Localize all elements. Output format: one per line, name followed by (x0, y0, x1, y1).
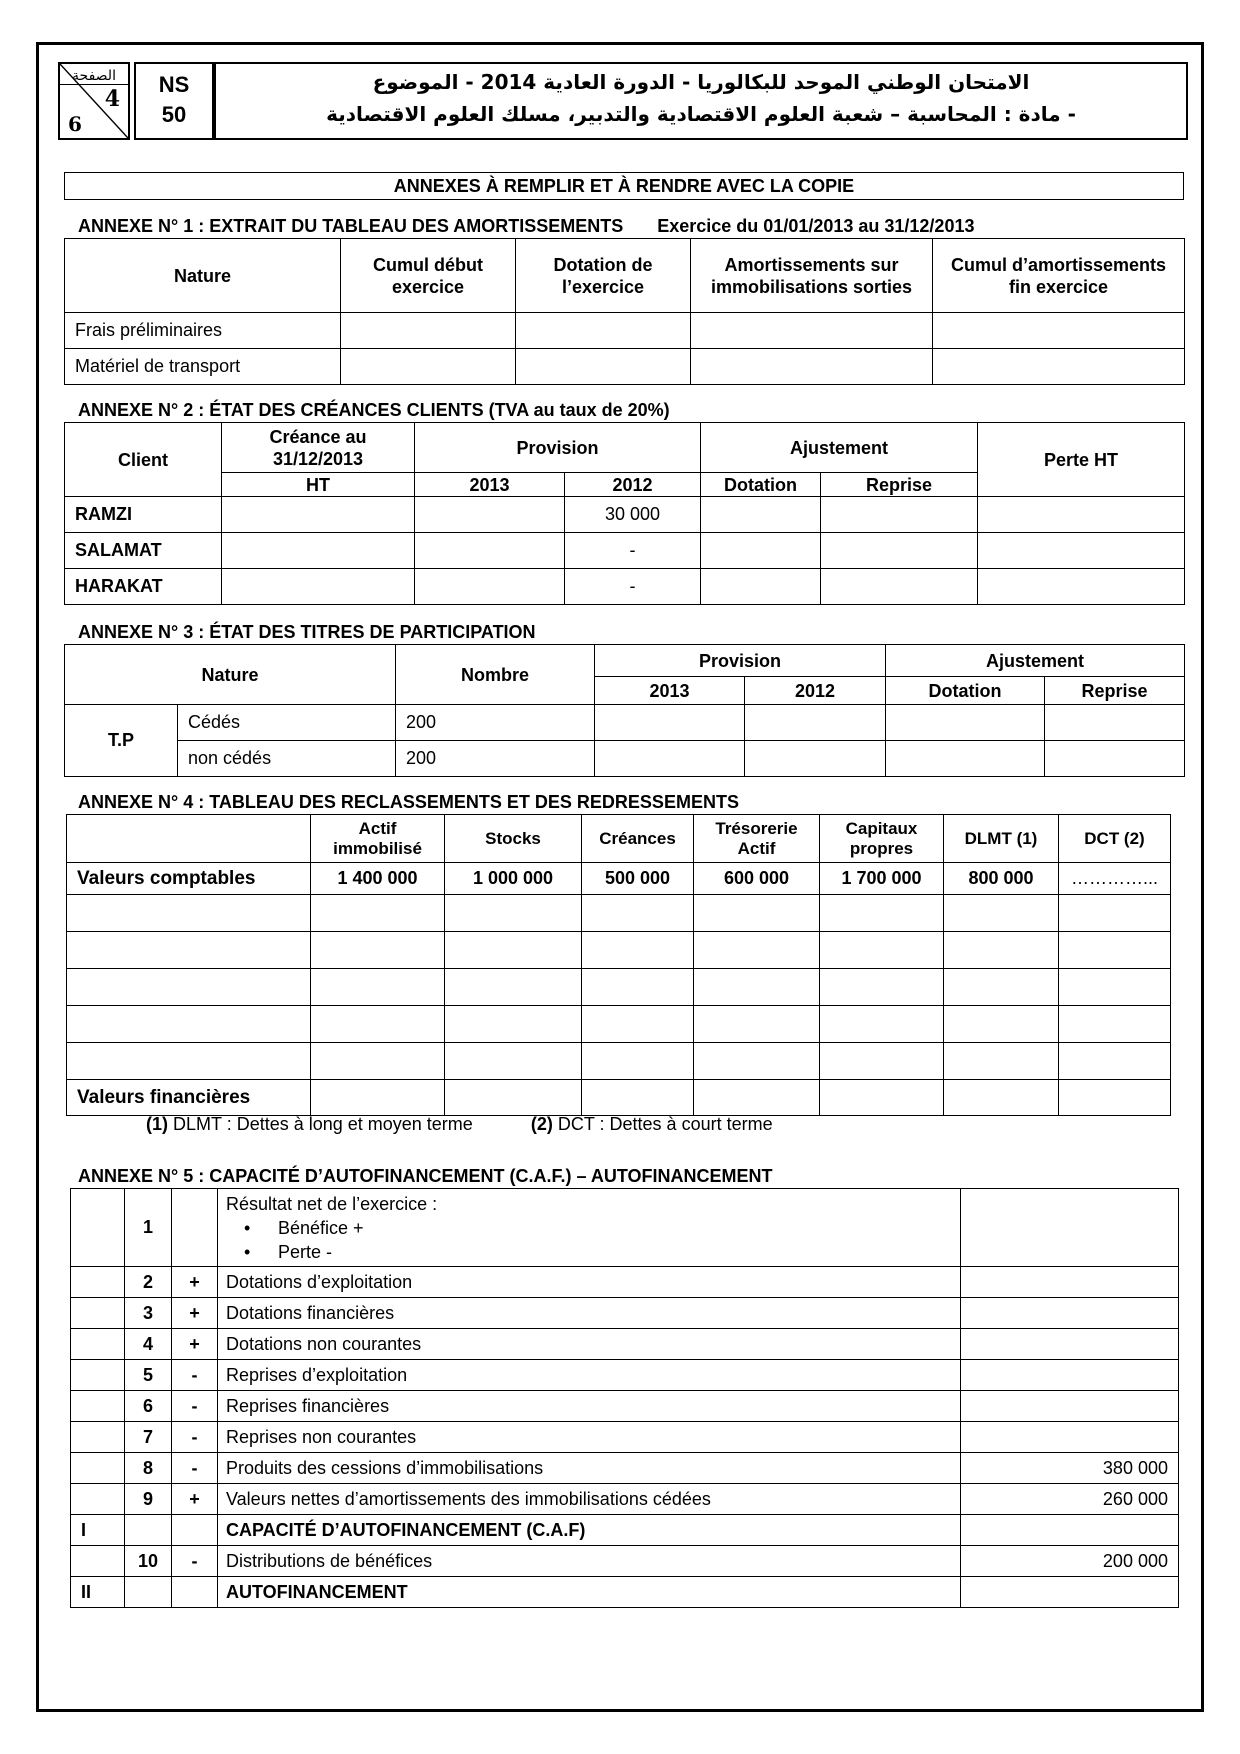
row-sign: - (172, 1453, 218, 1484)
annex3-h-provision: Provision (595, 645, 886, 677)
row-number: 2 (125, 1267, 172, 1298)
answer-cell[interactable] (67, 895, 311, 932)
tp-row-label: non cédés (178, 741, 396, 777)
answer-cell[interactable] (944, 895, 1059, 932)
table-row (67, 969, 1171, 1006)
annex4-notes (146, 1114, 773, 1135)
annex2-h-provision: Provision (415, 423, 701, 473)
sign-cell (172, 1189, 218, 1267)
table-row (71, 1546, 1179, 1577)
answer-cell[interactable] (222, 533, 415, 569)
table-row (71, 1453, 1179, 1484)
answer-cell[interactable] (582, 1043, 694, 1080)
row-number: 9 (125, 1484, 172, 1515)
annex2-header-row1 (65, 423, 1185, 473)
exam-title-box (214, 62, 1188, 140)
answer-cell[interactable] (933, 349, 1185, 385)
roman-numeral: II (71, 1577, 125, 1608)
row-label: Produits des cessions d’immobilisations (218, 1453, 961, 1484)
answer-cell[interactable] (820, 969, 944, 1006)
row-value[interactable] (961, 1298, 1179, 1329)
annex1-h-amort-sorties: Amortissements sur immobilisations sorties (691, 239, 933, 313)
roman-cell (71, 1298, 125, 1329)
benefice-bullet: • Bénéfice + (244, 1216, 950, 1240)
resultat-net-cell (218, 1189, 961, 1267)
client-name: SALAMAT (65, 533, 222, 569)
table-row (71, 1329, 1179, 1360)
tp-group-label: T.P (65, 705, 178, 777)
annex3-h-2012: 2012 (745, 677, 886, 705)
answer-cell[interactable] (415, 497, 565, 533)
answer-cell[interactable] (341, 313, 516, 349)
row-label: Valeurs nettes d’amortissements des immobilisations cédées (218, 1484, 961, 1515)
answer-cell[interactable] (1059, 895, 1171, 932)
answer-cell[interactable] (516, 313, 691, 349)
dct-value-cell[interactable]: …………... (1059, 863, 1171, 895)
answer-cell[interactable] (582, 1080, 694, 1116)
row-label: Reprises non courantes (218, 1422, 961, 1453)
annex4-title: ANNEXE N° 4 : TABLEAU DES RECLASSEMENTS ET DES REDRESSEMENTS (78, 792, 739, 812)
row-number-empty (125, 1515, 172, 1546)
answer-cell[interactable] (886, 741, 1045, 777)
annex2-h-client: Client (65, 423, 222, 497)
row-sign: + (172, 1298, 218, 1329)
annex2-table (64, 422, 1185, 605)
value-cell: 600 000 (694, 863, 820, 895)
annex4-h-dct: DCT (2) (1059, 815, 1171, 863)
answer-cell[interactable] (311, 932, 445, 969)
table-row (67, 1006, 1171, 1043)
answer-cell[interactable] (445, 1080, 582, 1116)
row-value[interactable] (961, 1267, 1179, 1298)
table-row (65, 705, 1185, 741)
valeurs-financieres-label: Valeurs financières (67, 1080, 311, 1116)
exam-code-line2: 50 (161, 102, 187, 127)
annex4-h-dlmt: DLMT (1) (944, 815, 1059, 863)
annex1-table (64, 238, 1185, 385)
exam-title-line1: الامتحان الوطني الموحد للبكالوريا - الدورة العادية 2014 - الموضوع (372, 70, 1030, 94)
answer-cell[interactable] (944, 1080, 1059, 1116)
client-name: RAMZI (65, 497, 222, 533)
answer-cell[interactable] (311, 1006, 445, 1043)
answer-cell[interactable] (820, 1080, 944, 1116)
answer-cell[interactable] (415, 533, 565, 569)
annex2-h-perte: Perte HT (978, 423, 1185, 497)
answer-cell[interactable] (1059, 1006, 1171, 1043)
annex3-h-ajustement: Ajustement (886, 645, 1185, 677)
page-number: 4 (104, 86, 120, 112)
answer-cell[interactable] (311, 1043, 445, 1080)
answer-cell[interactable] (694, 895, 820, 932)
answer-cell[interactable] (67, 969, 311, 1006)
answer-cell[interactable] (821, 533, 978, 569)
annex4-h-tresorerie-actif: Trésorerie Actif (694, 815, 820, 863)
note1-key: (1) (146, 1114, 168, 1134)
annex3-header-row1 (65, 645, 1185, 677)
table-row (65, 349, 1185, 385)
roman-cell (71, 1391, 125, 1422)
note2-key: (2) (530, 1114, 553, 1134)
answer-cell[interactable] (694, 1006, 820, 1043)
tp-nombre: 200 (396, 741, 595, 777)
annex2-h-2013: 2013 (415, 473, 565, 497)
row-label: Reprises financières (218, 1391, 961, 1422)
answer-cell[interactable] (311, 1080, 445, 1116)
table-row (67, 1043, 1171, 1080)
answer-cell[interactable] (961, 1515, 1179, 1546)
answer-cell[interactable] (944, 969, 1059, 1006)
provision-2012: - (565, 569, 701, 605)
note2-text: DCT : Dettes à court terme (557, 1114, 773, 1134)
value-cell: 1 000 000 (445, 863, 582, 895)
annex2-h-creance: Créance au 31/12/2013 (222, 423, 415, 473)
table-row (65, 313, 1185, 349)
row-number: 1 (125, 1189, 172, 1267)
annex1-h-cumul-fin: Cumul d’amortissements fin exercice (933, 239, 1185, 313)
annex1-title (78, 216, 974, 237)
answer-cell[interactable] (886, 705, 1045, 741)
roman-cell (71, 1484, 125, 1515)
perte-bullet: • Perte - (244, 1240, 950, 1264)
answer-cell[interactable] (222, 497, 415, 533)
answer-cell[interactable] (691, 313, 933, 349)
answer-cell[interactable] (1059, 1080, 1171, 1116)
answer-cell[interactable] (516, 349, 691, 385)
table-row (65, 497, 1185, 533)
answer-cell[interactable] (415, 569, 565, 605)
table-row (71, 1267, 1179, 1298)
row-number: 5 (125, 1360, 172, 1391)
row-sign: - (172, 1546, 218, 1577)
answer-cell[interactable] (311, 969, 445, 1006)
answer-cell[interactable] (582, 895, 694, 932)
row-number: 4 (125, 1329, 172, 1360)
answer-cell[interactable] (1059, 932, 1171, 969)
answer-cell[interactable] (1045, 705, 1185, 741)
resultat-net-label: Résultat net de l’exercice : (226, 1193, 438, 1214)
distributions-value: 200 000 (961, 1546, 1179, 1577)
table-row (71, 1484, 1179, 1515)
row-value: 260 000 (961, 1484, 1179, 1515)
answer-cell[interactable] (978, 497, 1185, 533)
annex4-h-empty (67, 815, 311, 863)
annex2-h-2012: 2012 (565, 473, 701, 497)
answer-cell[interactable] (341, 349, 516, 385)
row-sign: - (172, 1391, 218, 1422)
value-cell: 800 000 (944, 863, 1059, 895)
row-sign: - (172, 1360, 218, 1391)
annex2-h-ht: HT (222, 473, 415, 497)
answer-cell[interactable] (1059, 969, 1171, 1006)
answer-cell[interactable] (222, 569, 415, 605)
answer-cell[interactable] (820, 932, 944, 969)
annex1-row-label: Frais préliminaires (65, 313, 341, 349)
answer-cell[interactable] (595, 741, 745, 777)
answer-cell[interactable] (821, 569, 978, 605)
row-number-empty (125, 1577, 172, 1608)
table-row (71, 1577, 1179, 1608)
answer-cell[interactable] (445, 969, 582, 1006)
answer-cell[interactable] (694, 969, 820, 1006)
answer-cell[interactable] (944, 1006, 1059, 1043)
roman-numeral: I (71, 1515, 125, 1546)
answer-cell[interactable] (694, 1080, 820, 1116)
exam-title-line2: - مادة : المحاسبة – شعبة العلوم الاقتصادية والتدبير، مسلك العلوم الاقتصادية (326, 102, 1076, 126)
row-number: 7 (125, 1422, 172, 1453)
annex1-row-label: Matériel de transport (65, 349, 341, 385)
answer-cell[interactable] (595, 705, 745, 741)
row-label: Dotations financières (218, 1298, 961, 1329)
answer-cell[interactable] (820, 1006, 944, 1043)
row-label: Dotations d’exploitation (218, 1267, 961, 1298)
answer-cell[interactable] (311, 895, 445, 932)
annex4-h-stocks: Stocks (445, 815, 582, 863)
answer-cell[interactable] (1045, 741, 1185, 777)
answer-cell[interactable] (978, 533, 1185, 569)
annex3-h-nombre: Nombre (396, 645, 595, 705)
table-row (65, 569, 1185, 605)
table-row (67, 863, 1171, 895)
roman-cell (71, 1453, 125, 1484)
answer-cell[interactable] (820, 1043, 944, 1080)
table-row (71, 1360, 1179, 1391)
annex4-h-capitaux-propres: Capitaux propres (820, 815, 944, 863)
provision-2012: 30 000 (565, 497, 701, 533)
table-row (67, 1080, 1171, 1116)
annex4-h-creances: Créances (582, 815, 694, 863)
annex3-table (64, 644, 1185, 777)
answer-cell[interactable] (67, 932, 311, 969)
row-number: 3 (125, 1298, 172, 1329)
value-cell: 500 000 (582, 863, 694, 895)
annex1-header-row (65, 239, 1185, 313)
annex1-h-dotation: Dotation de l’exercice (516, 239, 691, 313)
tp-nombre: 200 (396, 705, 595, 741)
annex2-h-reprise: Reprise (821, 473, 978, 497)
answer-cell[interactable] (701, 533, 821, 569)
answer-cell[interactable] (694, 932, 820, 969)
answer-cell[interactable] (67, 1006, 311, 1043)
row-value: 380 000 (961, 1453, 1179, 1484)
annex4-header-row (67, 815, 1171, 863)
table-row (71, 1298, 1179, 1329)
annex5-table (70, 1188, 1179, 1608)
row-number: 6 (125, 1391, 172, 1422)
page-number-box (58, 62, 130, 140)
answer-cell[interactable] (745, 741, 886, 777)
annex3-h-dotation: Dotation (886, 677, 1045, 705)
exam-code-box (134, 62, 214, 140)
annex3-h-2013: 2013 (595, 677, 745, 705)
row-value[interactable] (961, 1329, 1179, 1360)
provision-2012: - (565, 533, 701, 569)
roman-cell (71, 1360, 125, 1391)
annex2-title: ANNEXE N° 2 : ÉTAT DES CRÉANCES CLIENTS (TVA au taux de 20%) (78, 400, 670, 420)
table-row (71, 1391, 1179, 1422)
answer-cell[interactable] (694, 1043, 820, 1080)
row-value[interactable] (961, 1360, 1179, 1391)
table-row (65, 533, 1185, 569)
annex1-h-nature: Nature (65, 239, 341, 313)
answer-cell[interactable] (445, 1006, 582, 1043)
row-sign: + (172, 1329, 218, 1360)
row-sign: + (172, 1267, 218, 1298)
page-label: الصفحة (60, 66, 128, 85)
row-value[interactable] (961, 1422, 1179, 1453)
answer-cell[interactable] (701, 497, 821, 533)
client-name: HARAKAT (65, 569, 222, 605)
row-sign: + (172, 1484, 218, 1515)
annex1-exercise: Exercice du 01/01/2013 au 31/12/2013 (657, 216, 975, 236)
answer-cell[interactable] (67, 1043, 311, 1080)
roman-cell (71, 1546, 125, 1577)
annex3-h-reprise: Reprise (1045, 677, 1185, 705)
annex2-h-dotation: Dotation (701, 473, 821, 497)
note1-text: DLMT : Dettes à long et moyen terme (173, 1114, 473, 1134)
sign-cell (172, 1577, 218, 1608)
caf-label: CAPACITÉ D’AUTOFINANCEMENT (C.A.F) (218, 1515, 961, 1546)
answer-cell[interactable] (582, 969, 694, 1006)
answer-cell[interactable] (691, 349, 933, 385)
table-row (65, 741, 1185, 777)
distributions-label: Distributions de bénéfices (218, 1546, 961, 1577)
annex4-table (66, 814, 1171, 1116)
answer-cell[interactable] (445, 895, 582, 932)
annex3-title: ANNEXE N° 3 : ÉTAT DES TITRES DE PARTICIPATION (78, 622, 536, 642)
tp-row-label: Cédés (178, 705, 396, 741)
answer-cell[interactable] (445, 1043, 582, 1080)
answer-cell[interactable] (701, 569, 821, 605)
answer-cell[interactable] (961, 1189, 1179, 1267)
answer-cell[interactable] (944, 932, 1059, 969)
answer-cell[interactable] (961, 1577, 1179, 1608)
table-row (67, 895, 1171, 932)
sign-cell (172, 1515, 218, 1546)
row-sign: - (172, 1422, 218, 1453)
annex1-h-cumul-debut: Cumul début exercice (341, 239, 516, 313)
table-row (71, 1515, 1179, 1546)
row-label: Dotations non courantes (218, 1329, 961, 1360)
roman-cell (71, 1422, 125, 1453)
annex1-title-text: ANNEXE N° 1 : EXTRAIT DU TABLEAU DES AMORTISSEMENTS (78, 216, 624, 236)
answer-cell[interactable] (445, 932, 582, 969)
row-number: 8 (125, 1453, 172, 1484)
row-value[interactable] (961, 1391, 1179, 1422)
answer-cell[interactable] (582, 932, 694, 969)
exam-code-line1: NS (158, 72, 190, 97)
answer-cell[interactable] (1059, 1043, 1171, 1080)
answer-cell[interactable] (933, 313, 1185, 349)
valeurs-comptables-label: Valeurs comptables (67, 863, 311, 895)
annex4-h-actif-immobilise: Actif immobilisé (311, 815, 445, 863)
answer-cell[interactable] (582, 1006, 694, 1043)
autofinancement-label: AUTOFINANCEMENT (218, 1577, 961, 1608)
table-row (67, 932, 1171, 969)
page-total: 6 (68, 112, 82, 136)
value-cell: 1 400 000 (311, 863, 445, 895)
annex2-h-ajustement: Ajustement (701, 423, 978, 473)
answer-cell[interactable] (745, 705, 886, 741)
table-row (71, 1422, 1179, 1453)
annex5-title: ANNEXE N° 5 : CAPACITÉ D’AUTOFINANCEMENT (C.A.F.) – AUTOFINANCEMENT (78, 1166, 773, 1186)
answer-cell[interactable] (820, 895, 944, 932)
answer-cell[interactable] (978, 569, 1185, 605)
annex3-h-nature: Nature (65, 645, 396, 705)
answer-cell[interactable] (944, 1043, 1059, 1080)
table-row (71, 1189, 1179, 1267)
value-cell: 1 700 000 (820, 863, 944, 895)
roman-cell (71, 1329, 125, 1360)
main-title: ANNEXES À REMPLIR ET À RENDRE AVEC LA COPIE (64, 172, 1184, 200)
row-number: 10 (125, 1546, 172, 1577)
row-label: Reprises d’exploitation (218, 1360, 961, 1391)
roman-cell (71, 1267, 125, 1298)
roman-cell (71, 1189, 125, 1267)
answer-cell[interactable] (821, 497, 978, 533)
